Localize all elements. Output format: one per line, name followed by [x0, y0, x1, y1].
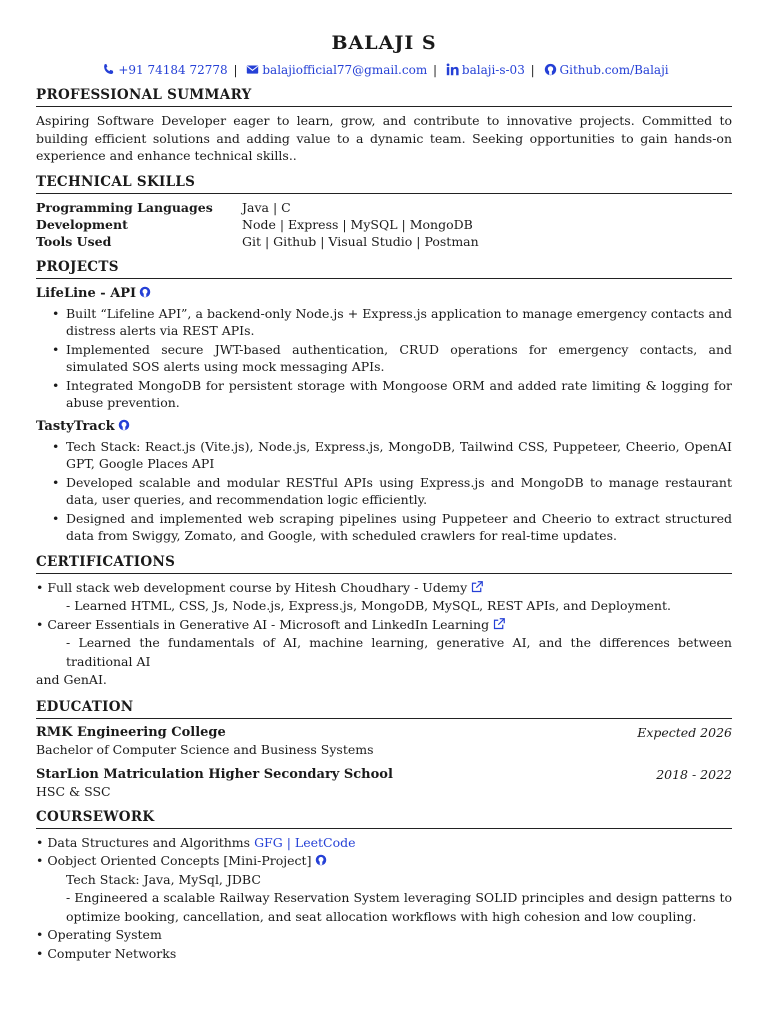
list-item: [36, 926, 732, 945]
section-heading-projects: PROJECTS: [36, 259, 732, 279]
skill-value: Java | C: [242, 199, 291, 215]
phone-icon: [102, 63, 115, 76]
cert-detail: - Learned HTML, CSS, Js, Node.js, Express.js, MongoDB, MySQL, REST APIs, and Deployment.: [66, 598, 671, 613]
list-item: • Integrated MongoDB for persistent storage with Mongoose ORM and added rate limiting & logging for abuse prevention.: [50, 377, 732, 412]
bullet: •: [36, 927, 44, 942]
bullet: •: [36, 579, 44, 595]
linkedin-link[interactable]: balaji-s-03: [461, 63, 525, 77]
course-tech-stack: Tech Stack: Java, MySql, JDBC: [66, 871, 261, 887]
list-item: • Developed scalable and modular RESTful APIs using Express.js and MongoDB to manage restaurant data, user queries, and recommendation logic efficiently.: [50, 474, 732, 509]
skills-table: [36, 199, 479, 250]
section-heading-education: EDUCATION: [36, 699, 732, 719]
education-entry: [36, 724, 732, 758]
separator: |: [233, 63, 238, 77]
github-icon[interactable]: [315, 854, 327, 866]
course-os: Operating System: [47, 927, 162, 942]
skill-label: Development: [36, 216, 128, 232]
summary-text: Aspiring Software Developer eager to learn, grow, and contribute to innovative projects. Committed to building efficient solutions and adding value to a dynamic team. Seeking opportunities to gain hands-on experience and enhance technical skills..: [36, 113, 732, 163]
external-link-icon[interactable]: [471, 581, 483, 593]
github-link[interactable]: Github.com/Balaji: [559, 63, 669, 77]
certifications-list: [36, 579, 732, 690]
project-title-text: TastyTrack: [36, 418, 115, 434]
contact-bar: [36, 62, 732, 78]
education-date: Expected 2026: [637, 724, 732, 740]
course-cn: Computer Networks: [47, 945, 177, 961]
section-heading-certifications: CERTIFICATIONS: [36, 554, 732, 574]
skill-label: Tools Used: [36, 233, 112, 249]
course-dsa: Data Structures and Algorithms: [47, 834, 251, 850]
section-heading-coursework: COURSEWORK: [36, 809, 732, 829]
cert-title: Career Essentials in Generative AI - Microsoft and LinkedIn Learning: [47, 616, 490, 632]
separator: |: [433, 63, 438, 77]
list-item: • Designed and implemented web scraping pipelines using Puppeteer and Cheerio to extract structured data from Swiggy, Zomato, and Google, with scheduled crawlers for real-time updates.: [50, 510, 732, 545]
project-bullets: [36, 305, 732, 412]
project-title-tastytrack: [36, 418, 732, 435]
phone-link[interactable]: +91 74184 72778: [118, 63, 228, 77]
project-title-lifeline: [36, 285, 732, 302]
skill-label: Programming Languages: [36, 199, 213, 215]
external-link-icon[interactable]: [493, 618, 505, 630]
github-icon[interactable]: [139, 286, 151, 298]
skills-row: [36, 199, 479, 216]
list-item: [36, 945, 732, 964]
envelope-icon: [246, 63, 259, 76]
bullet: •: [36, 853, 44, 868]
list-item: [36, 852, 732, 871]
list-item: • Implemented secure JWT-based authentication, CRUD operations for emergency contacts, and simulated SOS alerts using mock messaging APIs.: [50, 341, 732, 376]
cert-detail-continued: and GenAI.: [36, 672, 107, 687]
bullet: •: [36, 945, 44, 961]
section-heading-summary: PROFESSIONAL SUMMARY: [36, 87, 732, 107]
skill-value: Git | Github | Visual Studio | Postman: [242, 233, 479, 249]
list-item: [36, 616, 732, 635]
resume-page: [36, 30, 732, 963]
link-separator: |: [286, 834, 291, 850]
github-icon[interactable]: [118, 419, 130, 431]
course-oops: Oobject Oriented Concepts [Mini-Project]: [47, 853, 312, 868]
skills-row: [36, 216, 479, 233]
candidate-name: BALAJI S: [331, 32, 437, 54]
email-link[interactable]: balajiofficial77@gmail.com: [262, 63, 428, 77]
bullet: •: [36, 834, 44, 850]
institution-name: StarLion Matriculation Higher Secondary School: [36, 766, 393, 782]
education-entry: [36, 766, 732, 800]
bullet: •: [36, 616, 44, 632]
education-date: 2018 - 2022: [656, 766, 732, 782]
coursework-list: [36, 834, 732, 964]
list-item: • Built “Lifeline API”, a backend-only Node.js + Express.js application to manage emergency contacts and distress alerts via REST APIs.: [50, 305, 732, 340]
project-title-text: LifeLine - API: [36, 285, 137, 301]
degree: HSC & SSC: [36, 783, 111, 799]
list-item: • Tech Stack: React.js (Vite.js), Node.js, Express.js, MongoDB, Tailwind CSS, Puppeteer, Cheerio, OpenAI GPT, Google Places API: [50, 438, 732, 473]
github-icon: [544, 63, 557, 76]
linkedin-icon: [446, 63, 459, 76]
section-heading-skills: TECHNICAL SKILLS: [36, 174, 732, 194]
institution-name: RMK Engineering College: [36, 724, 226, 740]
gfg-link[interactable]: GFG: [254, 834, 283, 850]
skill-value: Node | Express | MySQL | MongoDB: [242, 216, 473, 232]
cert-detail: - Learned the fundamentals of AI, machine learning, generative AI, and the differences between traditional AI: [66, 635, 732, 669]
list-item: [36, 834, 732, 853]
leetcode-link[interactable]: LeetCode: [294, 834, 356, 850]
cert-title: Full stack web development course by Hitesh Choudhary - Udemy: [47, 579, 468, 595]
project-bullets: [36, 438, 732, 545]
course-detail: - Engineered a scalable Railway Reservation System leveraging SOLID principles and design patterns to optimize booking, cancellation, and seat allocation workflows with high cohesion and low coupling.: [66, 890, 732, 924]
degree: Bachelor of Computer Science and Business Systems: [36, 741, 374, 757]
skills-row: [36, 233, 479, 250]
separator: |: [530, 63, 535, 77]
list-item: [36, 579, 732, 598]
